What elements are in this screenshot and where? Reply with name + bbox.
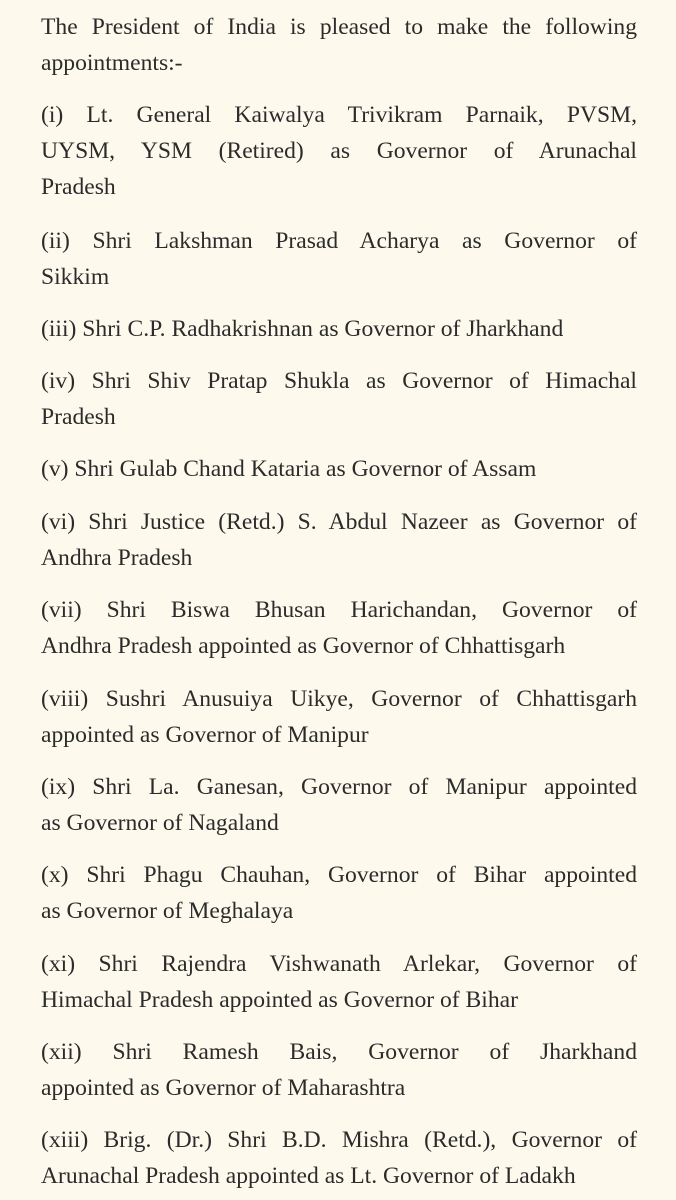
appointment-line: (iv) Shri Shiv Pratap Shukla as Governor of Himachal — [41, 368, 637, 394]
appointment-line: (vii) Shri Biswa Bhusan Harichandan, Governor of — [41, 597, 637, 623]
appointment-item-ix — [41, 769, 637, 841]
appointment-line: Andhra Pradesh appointed as Governor of Chhattisgarh — [41, 633, 566, 659]
appointment-line: (xiii) Brig. (Dr.) Shri B.D. Mishra (Retd.), Governor of — [41, 1127, 637, 1153]
appointment-line: as Governor of Nagaland — [41, 810, 279, 836]
appointment-line: (vi) Shri Justice (Retd.) S. Abdul Nazeer as Governor of — [41, 509, 637, 535]
appointment-item-xiii — [41, 1122, 637, 1194]
appointment-line: appointed as Governor of Manipur — [41, 722, 369, 748]
appointment-line: Pradesh — [41, 174, 116, 200]
appointment-item-iv — [41, 363, 637, 435]
appointment-item-viii — [41, 681, 637, 753]
appointment-item-iii — [41, 311, 637, 347]
appointment-line: Pradesh — [41, 404, 116, 430]
appointment-line: (i) Lt. General Kaiwalya Trivikram Parnaik, PVSM, — [41, 102, 637, 128]
appointment-line: (ix) Shri La. Ganesan, Governor of Manipur appointed — [41, 774, 637, 800]
appointment-line: (iii) Shri C.P. Radhakrishnan as Governor of Jharkhand — [41, 316, 564, 342]
appointment-item-i — [41, 97, 637, 205]
appointment-line: UYSM, YSM (Retired) as Governor of Arunachal — [41, 138, 637, 164]
appointment-line: (v) Shri Gulab Chand Kataria as Governor of Assam — [41, 456, 537, 482]
appointment-line: (xii) Shri Ramesh Bais, Governor of Jharkhand — [41, 1039, 637, 1065]
appointment-line: appointed as Governor of Maharashtra — [41, 1075, 406, 1101]
appointment-item-vi — [41, 504, 637, 576]
appointment-item-v — [41, 451, 637, 487]
appointment-line: as Governor of Meghalaya — [41, 898, 294, 924]
appointment-line: (x) Shri Phagu Chauhan, Governor of Bihar appointed — [41, 862, 637, 888]
intro-paragraph — [41, 9, 637, 81]
appointment-item-x — [41, 857, 637, 929]
appointment-item-xi — [41, 946, 637, 1018]
appointment-item-vii — [41, 592, 637, 664]
appointment-line: (viii) Sushri Anusuiya Uikye, Governor of Chhattisgarh — [41, 686, 637, 712]
appointment-item-xii — [41, 1034, 637, 1106]
intro-line: appointments:- — [41, 50, 183, 76]
appointment-line: (xi) Shri Rajendra Vishwanath Arlekar, Governor of — [41, 951, 637, 977]
appointment-line: (ii) Shri Lakshman Prasad Acharya as Governor of — [41, 228, 637, 254]
appointment-line: Himachal Pradesh appointed as Governor of Bihar — [41, 987, 518, 1013]
appointment-line: Sikkim — [41, 264, 110, 290]
appointment-line: Andhra Pradesh — [41, 545, 193, 571]
appointment-item-ii — [41, 223, 637, 295]
appointment-line: Arunachal Pradesh appointed as Lt. Governor of Ladakh — [41, 1163, 576, 1189]
intro-line: The President of India is pleased to make the following — [41, 14, 637, 40]
